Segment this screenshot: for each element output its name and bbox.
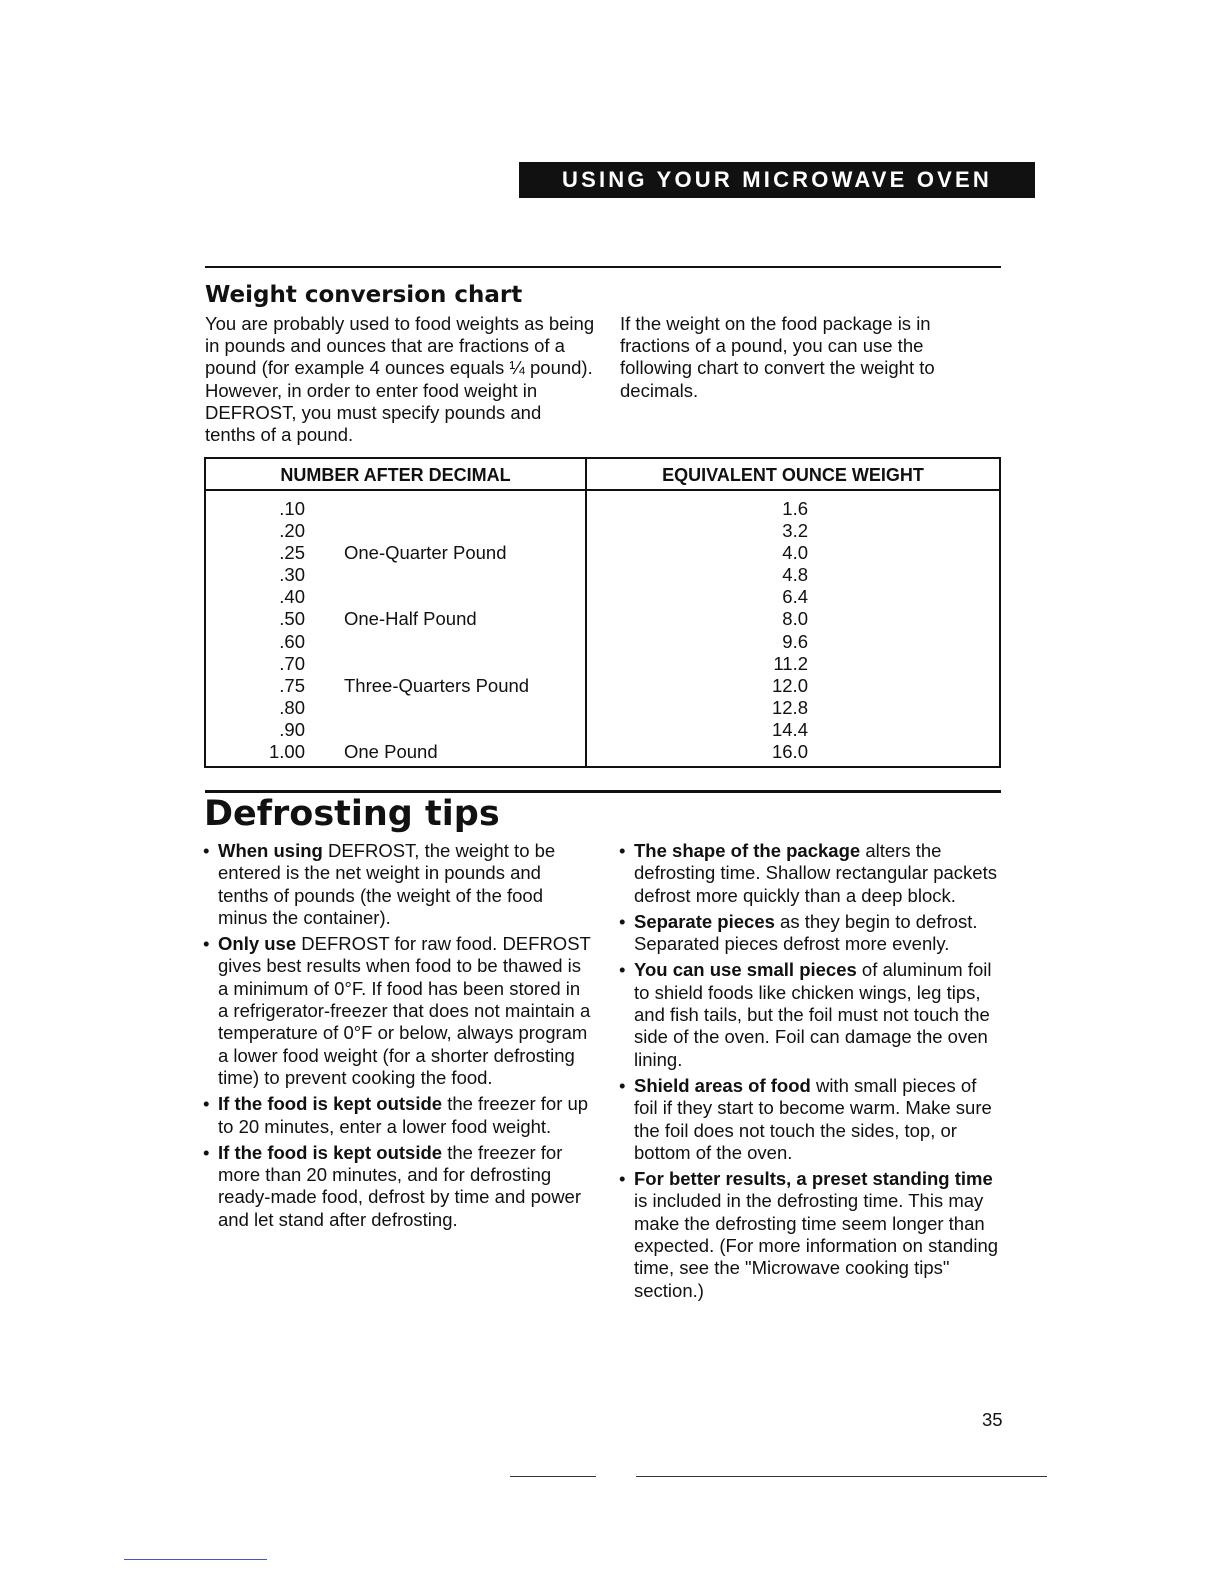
decimal-value: .20 xyxy=(279,520,305,542)
tip-text: as they begin to defrost. Separated pieces defrost more evenly. xyxy=(634,910,978,955)
decimal-value: .75 xyxy=(279,674,305,696)
tip-text: the freezer for up to 20 minutes, enter a lower food weight. xyxy=(218,1093,589,1137)
tip-item xyxy=(203,840,595,929)
weight-chart-intro-left: You are probably used to food weights as being in pounds and ounces that are fractions of a pound (for example 4 ounces equals ¼ pound). However, in order to enter food weight in DEFROST, you must specify pounds and tenths of a pound. xyxy=(205,313,595,446)
decimal-value: .70 xyxy=(279,652,305,674)
tip-text: DEFROST, the weight to be entered is the net weight in pounds and tenths of pounds (the weight of the food minus the container). xyxy=(218,840,556,928)
table-row xyxy=(206,719,999,741)
ounce-value: 9.6 xyxy=(782,630,808,652)
tip-text: DEFROST for raw food. DEFROST gives best results when food to be thawed is a minimum of 0°F. If food has been stored in a refrigerator-freezer that does not maintain a temperature of 0°F or below, always program a lower food weight (for a shorter defrosting time) to prevent cooking the food. xyxy=(218,933,591,1088)
column-header-ounce: EQUIVALENT OUNCE WEIGHT xyxy=(662,465,924,485)
defrosting-tips-left xyxy=(203,840,595,1235)
weight-label: One-Half Pound xyxy=(344,608,477,630)
tip-lead: You can use small pieces xyxy=(634,959,857,981)
tip-lead: If the food is kept outside xyxy=(218,1141,443,1163)
tip-lead: The shape of the package xyxy=(634,840,861,861)
scan-artifact-line xyxy=(124,1559,267,1560)
ounce-value: 3.2 xyxy=(782,520,808,542)
tip-text: the freezer for more than 20 minutes, and for defrosting ready-made food, defrost by time and power and let stand after defrosting. xyxy=(218,1141,581,1230)
tip-text: alters the defrosting time. Shallow rectangular packets defrost more quickly than a deep block. xyxy=(634,840,997,906)
table-row xyxy=(206,741,999,763)
tip-item xyxy=(619,911,1004,956)
ounce-value: 8.0 xyxy=(782,608,808,630)
scan-artifact-line xyxy=(636,1476,1047,1477)
tip-item xyxy=(203,1093,595,1138)
bullet-icon: • xyxy=(619,910,626,932)
table-row xyxy=(206,631,999,653)
divider-defrosting xyxy=(205,790,1001,793)
tip-lead: If the food is kept outside xyxy=(218,1093,443,1115)
bullet-icon: • xyxy=(619,1074,626,1096)
decimal-value: .30 xyxy=(279,564,305,586)
table-row xyxy=(206,586,999,608)
weight-label: One Pound xyxy=(344,741,438,763)
ounce-value: 1.6 xyxy=(782,498,808,519)
page-number: 35 xyxy=(982,1409,1003,1430)
bullet-icon: • xyxy=(203,840,210,861)
tip-lead: Shield areas of food xyxy=(634,1074,811,1096)
bullet-icon: • xyxy=(619,840,626,861)
tip-text: is included in the defrosting time. This may make the defrosting time seem longer than expected. (For more information on standing time, see the "Microwave cooking tips" section.) xyxy=(634,1190,999,1301)
decimal-value: .90 xyxy=(279,718,305,740)
ounce-value: 6.4 xyxy=(782,586,808,608)
column-header-decimal: NUMBER AFTER DECIMAL xyxy=(280,465,511,485)
bullet-icon: • xyxy=(203,933,210,955)
decimal-value: 1.00 xyxy=(268,741,305,763)
table-row xyxy=(206,675,999,697)
tip-item xyxy=(619,840,1004,907)
ounce-value: 11.2 xyxy=(773,652,808,674)
ounce-value: 4.8 xyxy=(782,564,808,586)
tip-item xyxy=(203,1142,595,1231)
bullet-icon: • xyxy=(203,1093,210,1115)
table-row xyxy=(206,498,999,520)
weight-chart-intro-right: If the weight on the food package is in fractions of a pound, you can use the following chart to convert the weight to decimals. xyxy=(620,313,935,401)
table-row xyxy=(206,520,999,542)
ounce-value: 16.0 xyxy=(771,741,808,763)
tip-item xyxy=(619,1075,1004,1164)
tip-text: with small pieces of foil if they start to become warm. Make sure the foil does not touch the sides, top, or bottom of the oven. xyxy=(634,1074,992,1163)
tip-text: of aluminum foil to shield foods like chicken wings, leg tips, and fish tails, but the foil must not touch the side of the oven. Foil can damage the oven lining. xyxy=(634,959,992,1070)
bullet-icon: • xyxy=(619,959,626,981)
tip-item xyxy=(619,959,1004,1070)
table-row xyxy=(206,542,999,564)
ounce-value: 4.0 xyxy=(782,542,808,564)
defrosting-tips-right xyxy=(619,840,1004,1306)
tip-lead: When using xyxy=(218,840,323,861)
table-row xyxy=(206,564,999,586)
weight-conversion-table xyxy=(204,457,1001,768)
table-row xyxy=(206,608,999,630)
table-row xyxy=(206,697,999,719)
table-body xyxy=(206,498,999,763)
decimal-value: .40 xyxy=(279,586,305,608)
tip-item xyxy=(203,933,595,1089)
ounce-value: 12.8 xyxy=(771,696,808,718)
decimal-value: .10 xyxy=(279,498,305,519)
bullet-icon: • xyxy=(203,1141,210,1163)
decimal-value: .50 xyxy=(279,608,305,630)
decimal-value: .80 xyxy=(279,696,305,718)
table-header-divider xyxy=(206,489,999,491)
tip-item xyxy=(619,1168,1004,1302)
divider-top xyxy=(205,266,1001,268)
decimal-value: .60 xyxy=(279,630,305,652)
tip-lead: For better results, a preset standing time xyxy=(634,1168,993,1190)
weight-label: Three-Quarters Pound xyxy=(344,674,530,696)
weight-label: One-Quarter Pound xyxy=(344,542,507,564)
section-banner: USING YOUR MICROWAVE OVEN xyxy=(519,162,1035,198)
ounce-value: 14.4 xyxy=(771,718,808,740)
bullet-icon: • xyxy=(619,1168,626,1190)
tip-lead: Separate pieces xyxy=(634,910,775,932)
weight-chart-title: Weight conversion chart xyxy=(205,282,523,308)
table-row xyxy=(206,653,999,675)
ounce-value: 12.0 xyxy=(771,674,808,696)
decimal-value: .25 xyxy=(279,542,305,564)
tip-lead: Only use xyxy=(218,933,297,955)
defrosting-tips-title: Defrosting tips xyxy=(204,794,500,834)
scan-artifact-line xyxy=(510,1476,596,1477)
